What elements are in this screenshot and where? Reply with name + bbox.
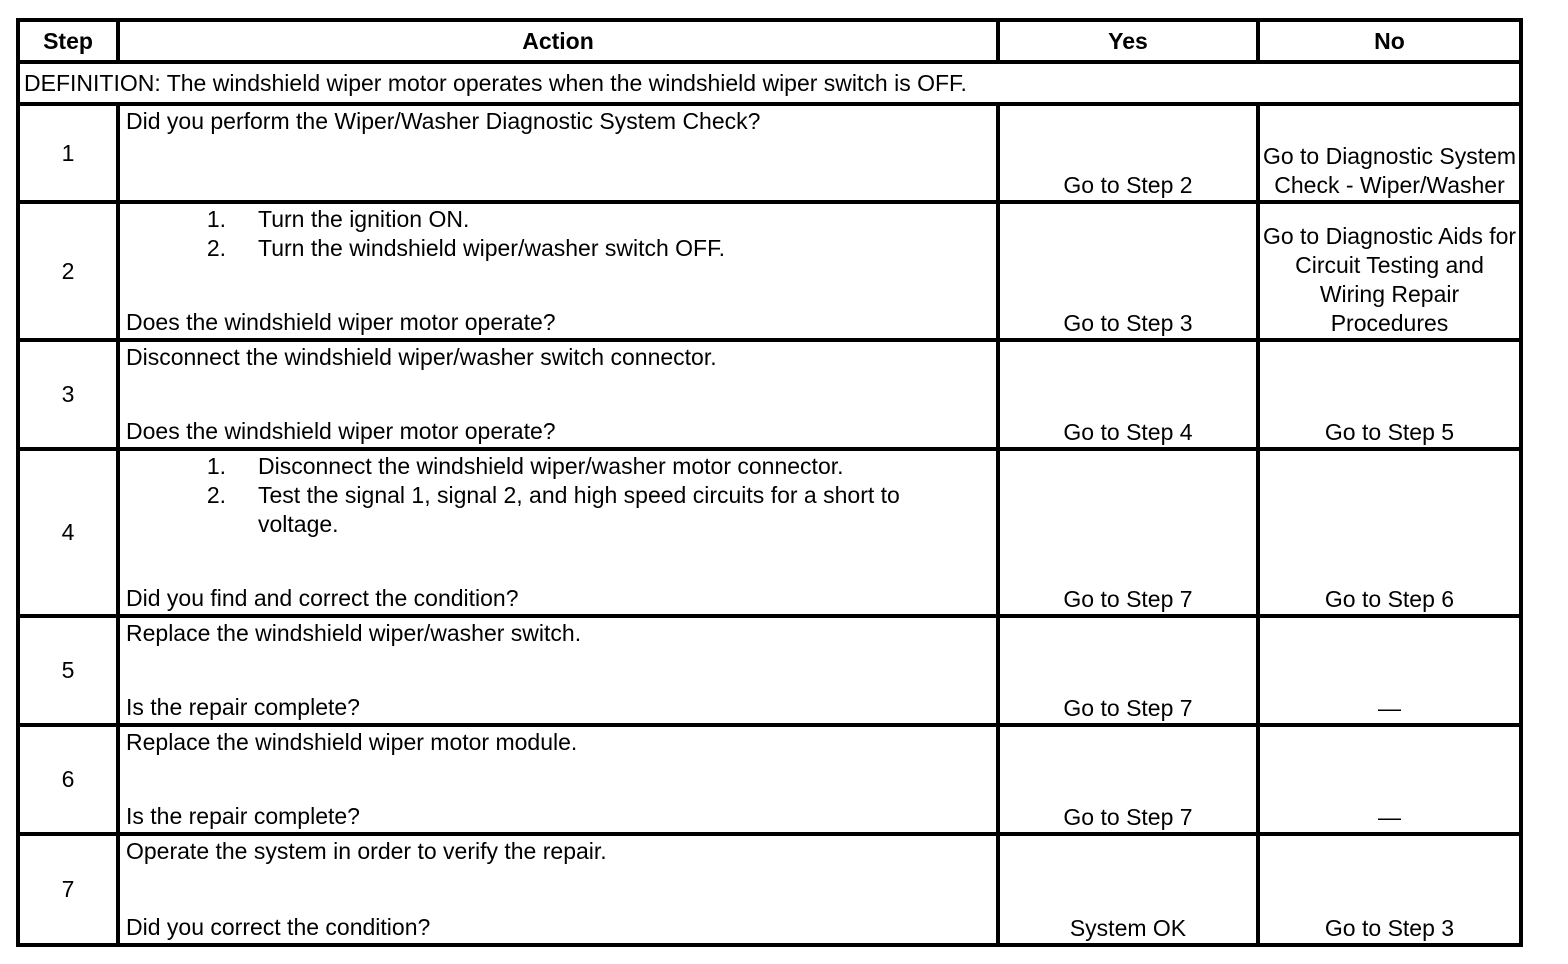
action-question: Did you find and correct the condition? [126,585,519,611]
table-row [18,340,1521,449]
action-cell [118,202,998,340]
yes-cell: Go to Step 7 [998,725,1258,834]
action-cell [118,104,998,202]
no-cell: Go to Step 3 [1258,834,1521,945]
action-cell [118,834,998,945]
action-text: Disconnect the windshield wiper/washer switch connector. [126,344,717,370]
action-question: Does the windshield wiper motor operate? [126,418,556,444]
action-question: Is the repair complete? [126,694,360,720]
table-row [18,104,1521,202]
list-item: 2. Test the signal 1, signal 2, and high speed circuits for a short to voltage. [206,482,900,537]
header-row [18,20,1521,62]
header-step: Step [18,20,118,62]
action-text: Replace the windshield wiper/washer switch. [126,620,582,646]
action-cell [118,616,998,725]
yes-cell: System OK [998,834,1258,945]
action-text: Replace the windshield wiper motor module. [126,729,578,755]
action-question: Is the repair complete? [126,803,360,829]
no-cell: Go to Step 5 [1258,340,1521,449]
no-cell: Go to Diagnostic Aids for Circuit Testing and Wiring Repair Procedures [1258,202,1521,340]
table-row [18,202,1521,340]
no-cell: Go to Diagnostic System Check - Wiper/Washer [1258,104,1521,202]
step-number: 3 [18,340,118,449]
step-number: 1 [18,104,118,202]
step-number: 4 [18,449,118,616]
action-cell [118,449,998,616]
no-cell: — [1258,725,1521,834]
yes-cell: Go to Step 7 [998,616,1258,725]
action-question: Did you correct the condition? [126,914,431,940]
yes-cell: Go to Step 3 [998,202,1258,340]
table-row [18,449,1521,616]
header-yes: Yes [998,20,1258,62]
step-number: 7 [18,834,118,945]
table-row [18,725,1521,834]
table-row [18,834,1521,945]
list-item: 1. Disconnect the windshield wiper/washer motor connector. [206,453,844,479]
no-cell: Go to Step 6 [1258,449,1521,616]
header-action: Action [118,20,998,62]
step-number: 2 [18,202,118,340]
action-list [126,452,990,539]
step-number: 5 [18,616,118,725]
step-number: 6 [18,725,118,834]
diagnostic-table [16,18,1523,947]
action-question: Does the windshield wiper motor operate? [126,309,556,335]
table-row [18,616,1521,725]
yes-cell: Go to Step 7 [998,449,1258,616]
no-cell: — [1258,616,1521,725]
action-text: Operate the system in order to verify the repair. [126,838,607,864]
header-no: No [1258,20,1521,62]
list-item: 2. Turn the windshield wiper/washer switch OFF. [206,235,725,261]
action-list [126,205,990,263]
action-cell [118,725,998,834]
list-item: 1. Turn the ignition ON. [206,206,470,232]
definition-row [18,62,1521,104]
action-cell [118,340,998,449]
yes-cell: Go to Step 2 [998,104,1258,202]
action-text: Did you perform the Wiper/Washer Diagnostic System Check? [126,108,761,134]
yes-cell: Go to Step 4 [998,340,1258,449]
definition-text: DEFINITION: The windshield wiper motor operates when the windshield wiper switch is OFF. [18,62,1521,104]
